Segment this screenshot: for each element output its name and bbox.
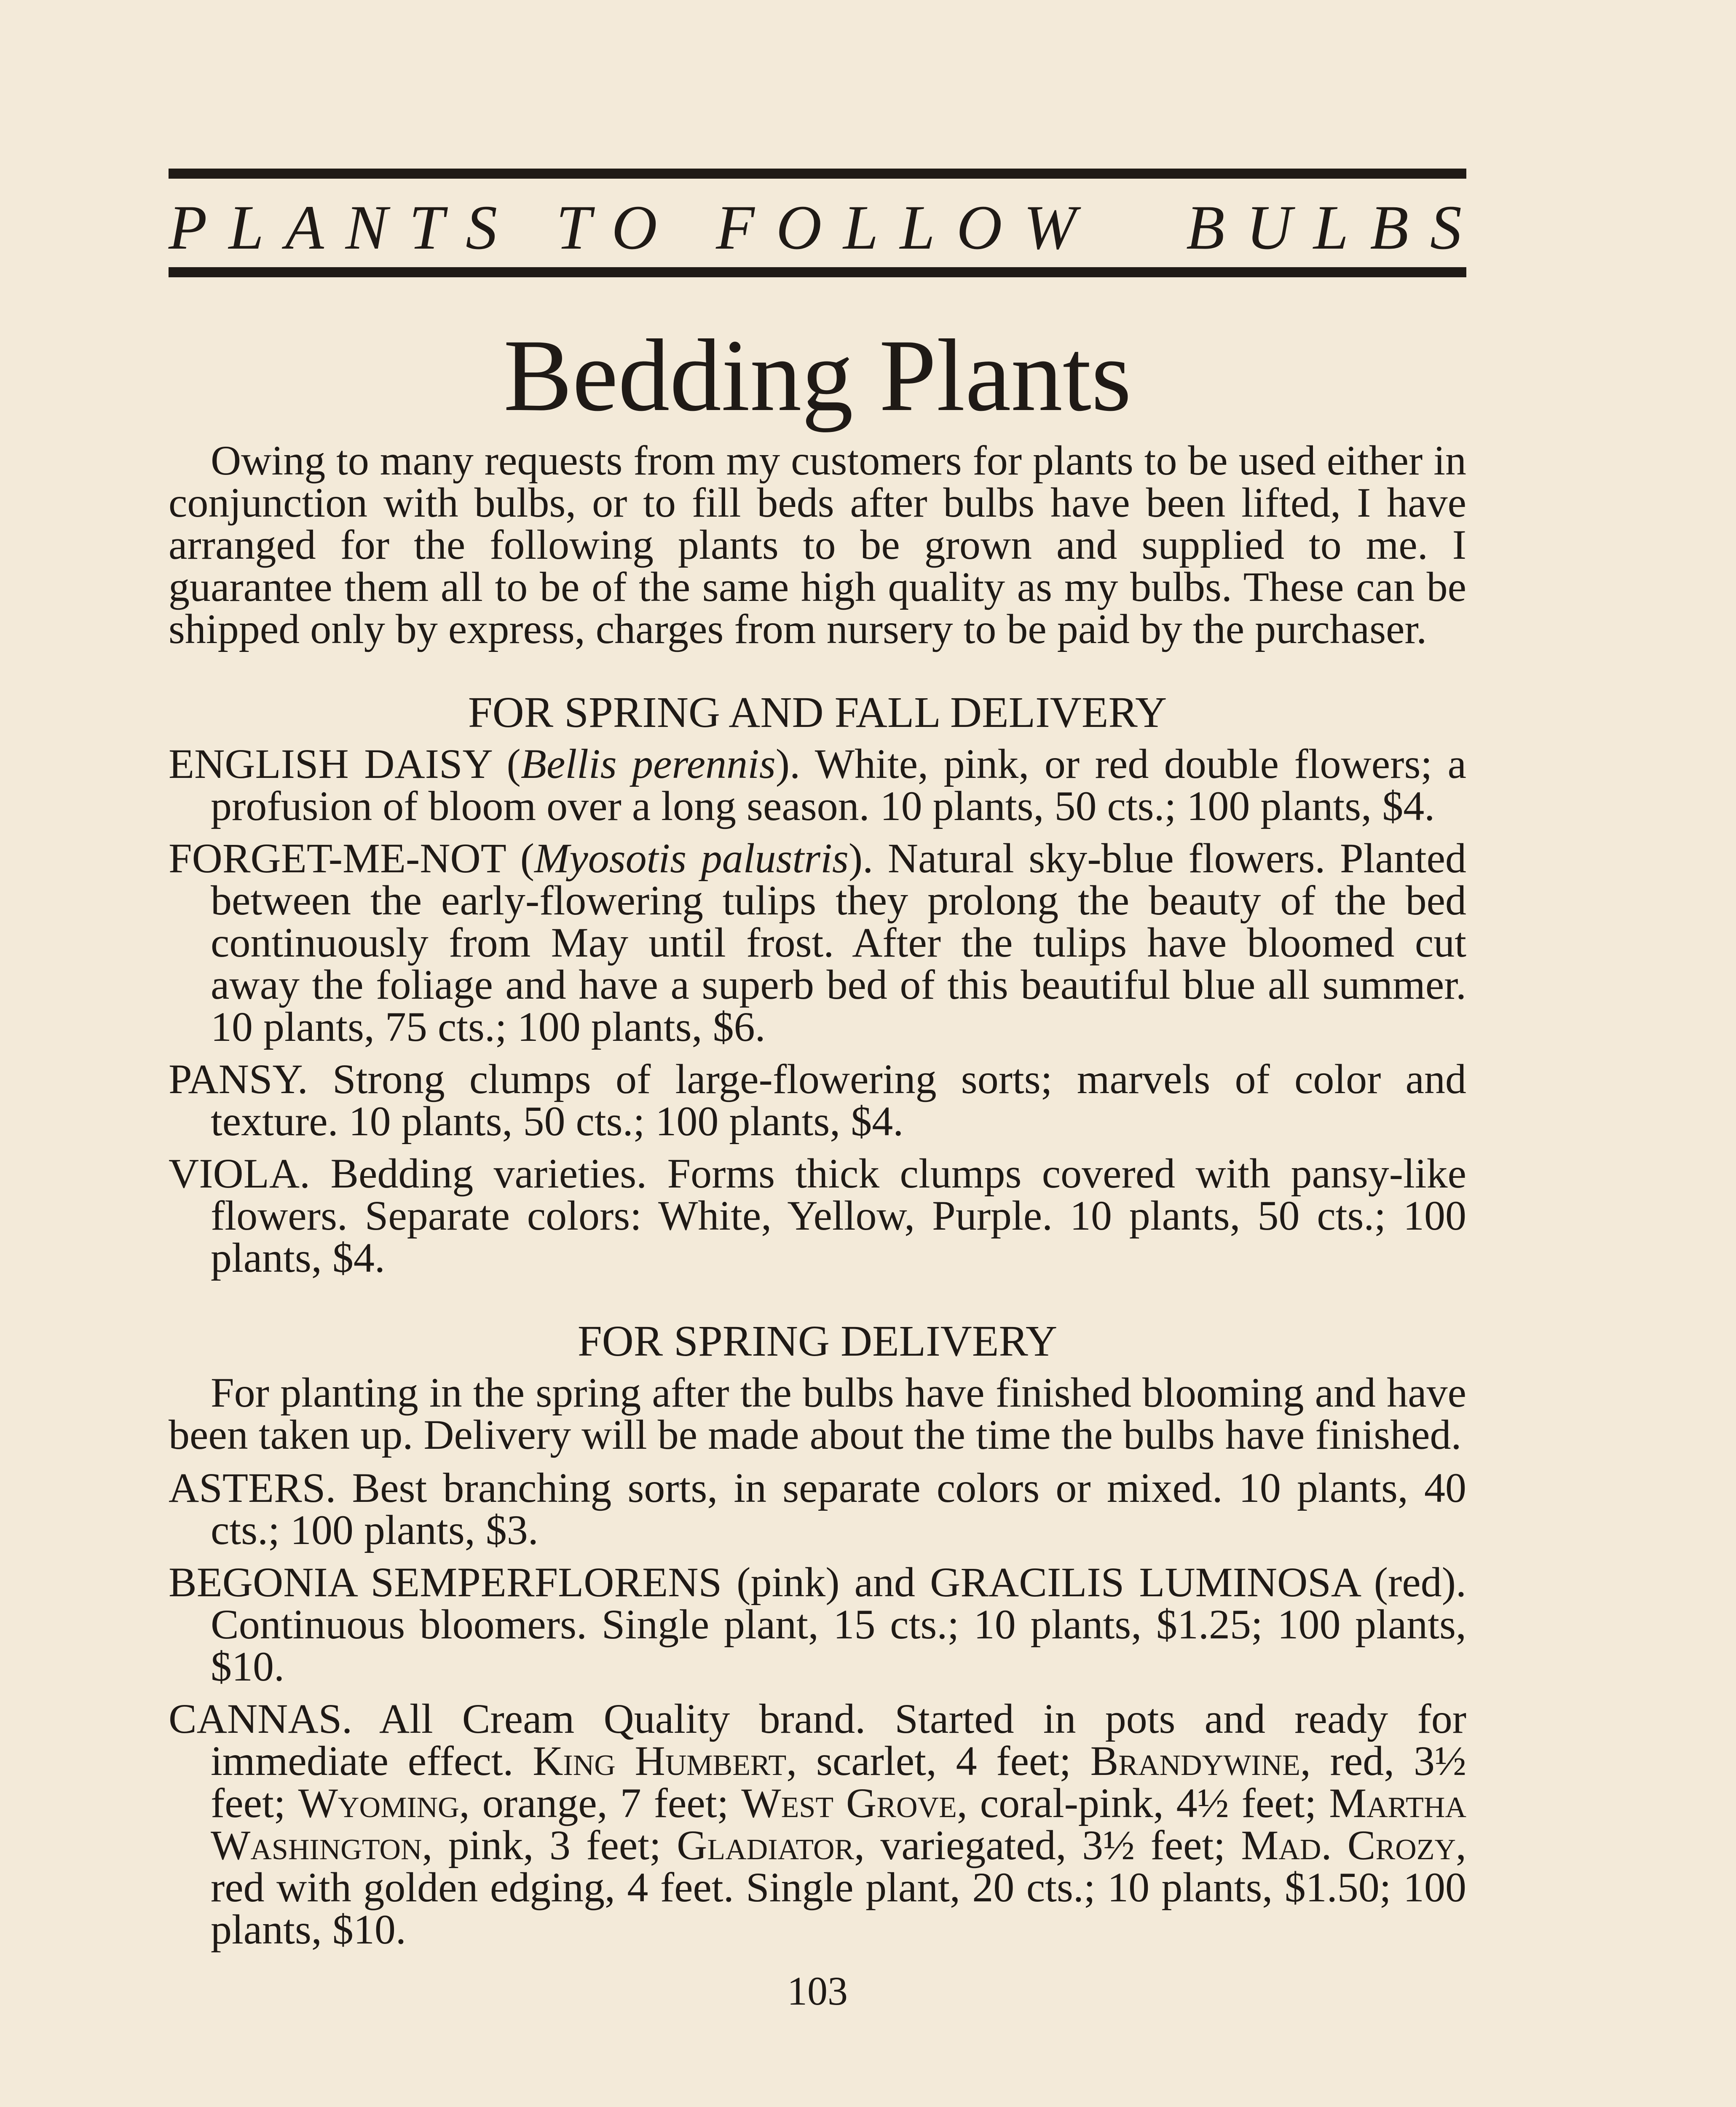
entry-description: Natural sky-blue flowers. Planted between the early-flowering tulips they prolong the beauty of the bed continuously from May until frost. After the tulips have bloomed cut away the foliage and have a superb bed of this beautiful blue all summer. 10 plants, 75 cts.; 100 plants, $6. <box>211 835 1466 1050</box>
entry-description: All Cream Quality brand. Started in pots and ready for immediate effect. <box>211 1695 1466 1784</box>
variety-name: King Humbert <box>533 1737 787 1784</box>
running-head <box>169 179 1483 267</box>
variety-name: Mad. Crozy <box>1241 1822 1456 1868</box>
section-heading-spring-fall: FOR SPRING AND FALL DELIVERY <box>468 688 1167 737</box>
entry-name: FORGET-ME-NOT <box>169 835 506 882</box>
entry-forget-me-not: FORGET-ME-NOT (Myosotis palustris). Natural sky-blue flowers. Planted between the early-flowering tulips they prolong the beauty of the bed continuously from May until frost. After the tulips have bloomed cut away the foliage and have a superb bed of this beautiful blue all summer. 10 plants, 75 cts.; 100 plants, $6. <box>169 835 1466 1050</box>
entry-name-secondary: GRACILIS LUMINOSA <box>930 1559 1359 1606</box>
header-rule-bottom <box>169 267 1466 277</box>
variety-name: Brandywine <box>1090 1737 1300 1784</box>
entry-name: ASTERS. <box>169 1464 336 1511</box>
variety-description: , orange, 7 feet; <box>459 1780 729 1826</box>
spring-intro-paragraph: For planting in the spring after the bulbs have finished blooming and have been taken up. Delivery will be made about the time the bulbs have finished. <box>169 1369 1466 1458</box>
entry-name: VIOLA. <box>169 1150 311 1197</box>
entry-name: BEGONIA SEMPERFLORENS <box>169 1559 722 1606</box>
entry-description: Bedding varieties. Forms thick clumps covered with pansy-like flowers. Separate colors: White, Yellow, Purple. 10 plants, 50 cts.; 100 plants, $4. <box>211 1150 1467 1281</box>
entry-asters <box>169 1464 1466 1553</box>
entry-description: White, pink, or red double flowers; a profusion of bloom over a long season. 10 plants, 50 cts.; 100 plants, $4. <box>211 740 1467 829</box>
variety-name: West Grove <box>741 1780 957 1826</box>
variety-description: , pink, 3 feet; <box>422 1822 661 1868</box>
entry-cannas <box>169 1695 1467 1953</box>
running-head-left: PLANTS TO FOLLOW <box>169 193 1098 263</box>
variety-description: , coral-pink, 4½ feet; <box>956 1780 1317 1826</box>
intro-paragraph: Owing to many requests from my customers for plants to be used either in conjunction with bulbs, or to fill beds after bulbs have been lifted, I have arranged for the following plants to be grown and supplied to me. I guarantee them all to be of the same high quality as my bulbs. These can be shipped only by express, charges from nursery to be paid by the purchaser. <box>169 437 1466 652</box>
catalog-page <box>169 169 1483 2107</box>
variety-name: Martha Washington <box>211 1780 1467 1868</box>
variety-name: Wyoming <box>298 1780 459 1826</box>
latin-name: Myosotis palustris <box>534 835 849 882</box>
variety-description: , variegated, 3½ feet; <box>854 1822 1226 1868</box>
entry-name: ENGLISH DAISY <box>169 740 492 787</box>
entry-description: Best branching sorts, in separate colors or mixed. 10 plants, 40 cts.; 100 plants, $3. <box>211 1464 1466 1553</box>
entry-description: (pink) and <box>737 1559 916 1606</box>
entry-english-daisy: ENGLISH DAISY (Bellis perennis). White, pink, or red double flowers; a profusion of bloom over a long season. 10 plants, 50 cts.; 100 plants, $4. <box>169 740 1467 829</box>
page-number: 103 <box>787 1968 848 2013</box>
latin-name: Bellis perennis <box>520 740 776 787</box>
page-title: Bedding Plants <box>503 318 1132 432</box>
variety-description: , red with golden edging, 4 feet. Single plant, 20 cts.; 10 plants, $1.50; 100 plants, $10. <box>211 1822 1467 1953</box>
section-heading-spring: FOR SPRING DELIVERY <box>577 1317 1058 1365</box>
entry-description: Strong clumps of large-flowering sorts; marvels of color and texture. 10 plants, 50 cts.; 100 plants, $4. <box>211 1056 1467 1145</box>
variety-name: Gladiator <box>677 1822 855 1868</box>
variety-description: , red, 3½ feet; <box>211 1737 1467 1826</box>
entry-name: PANSY. <box>169 1056 308 1102</box>
running-head-right: BULBS <box>1186 193 1483 263</box>
entry-viola <box>169 1150 1467 1281</box>
header-rule-top <box>169 169 1466 179</box>
entry-name: CANNAS. <box>169 1695 353 1742</box>
entry-pansy <box>169 1056 1467 1145</box>
entry-description: (red). Continuous bloomers. Single plant, 15 cts.; 10 plants, $1.25; 100 plants, $10. <box>211 1559 1467 1690</box>
entry-begonia <box>169 1561 1466 1688</box>
variety-description: , scarlet, 4 feet; <box>786 1737 1071 1784</box>
